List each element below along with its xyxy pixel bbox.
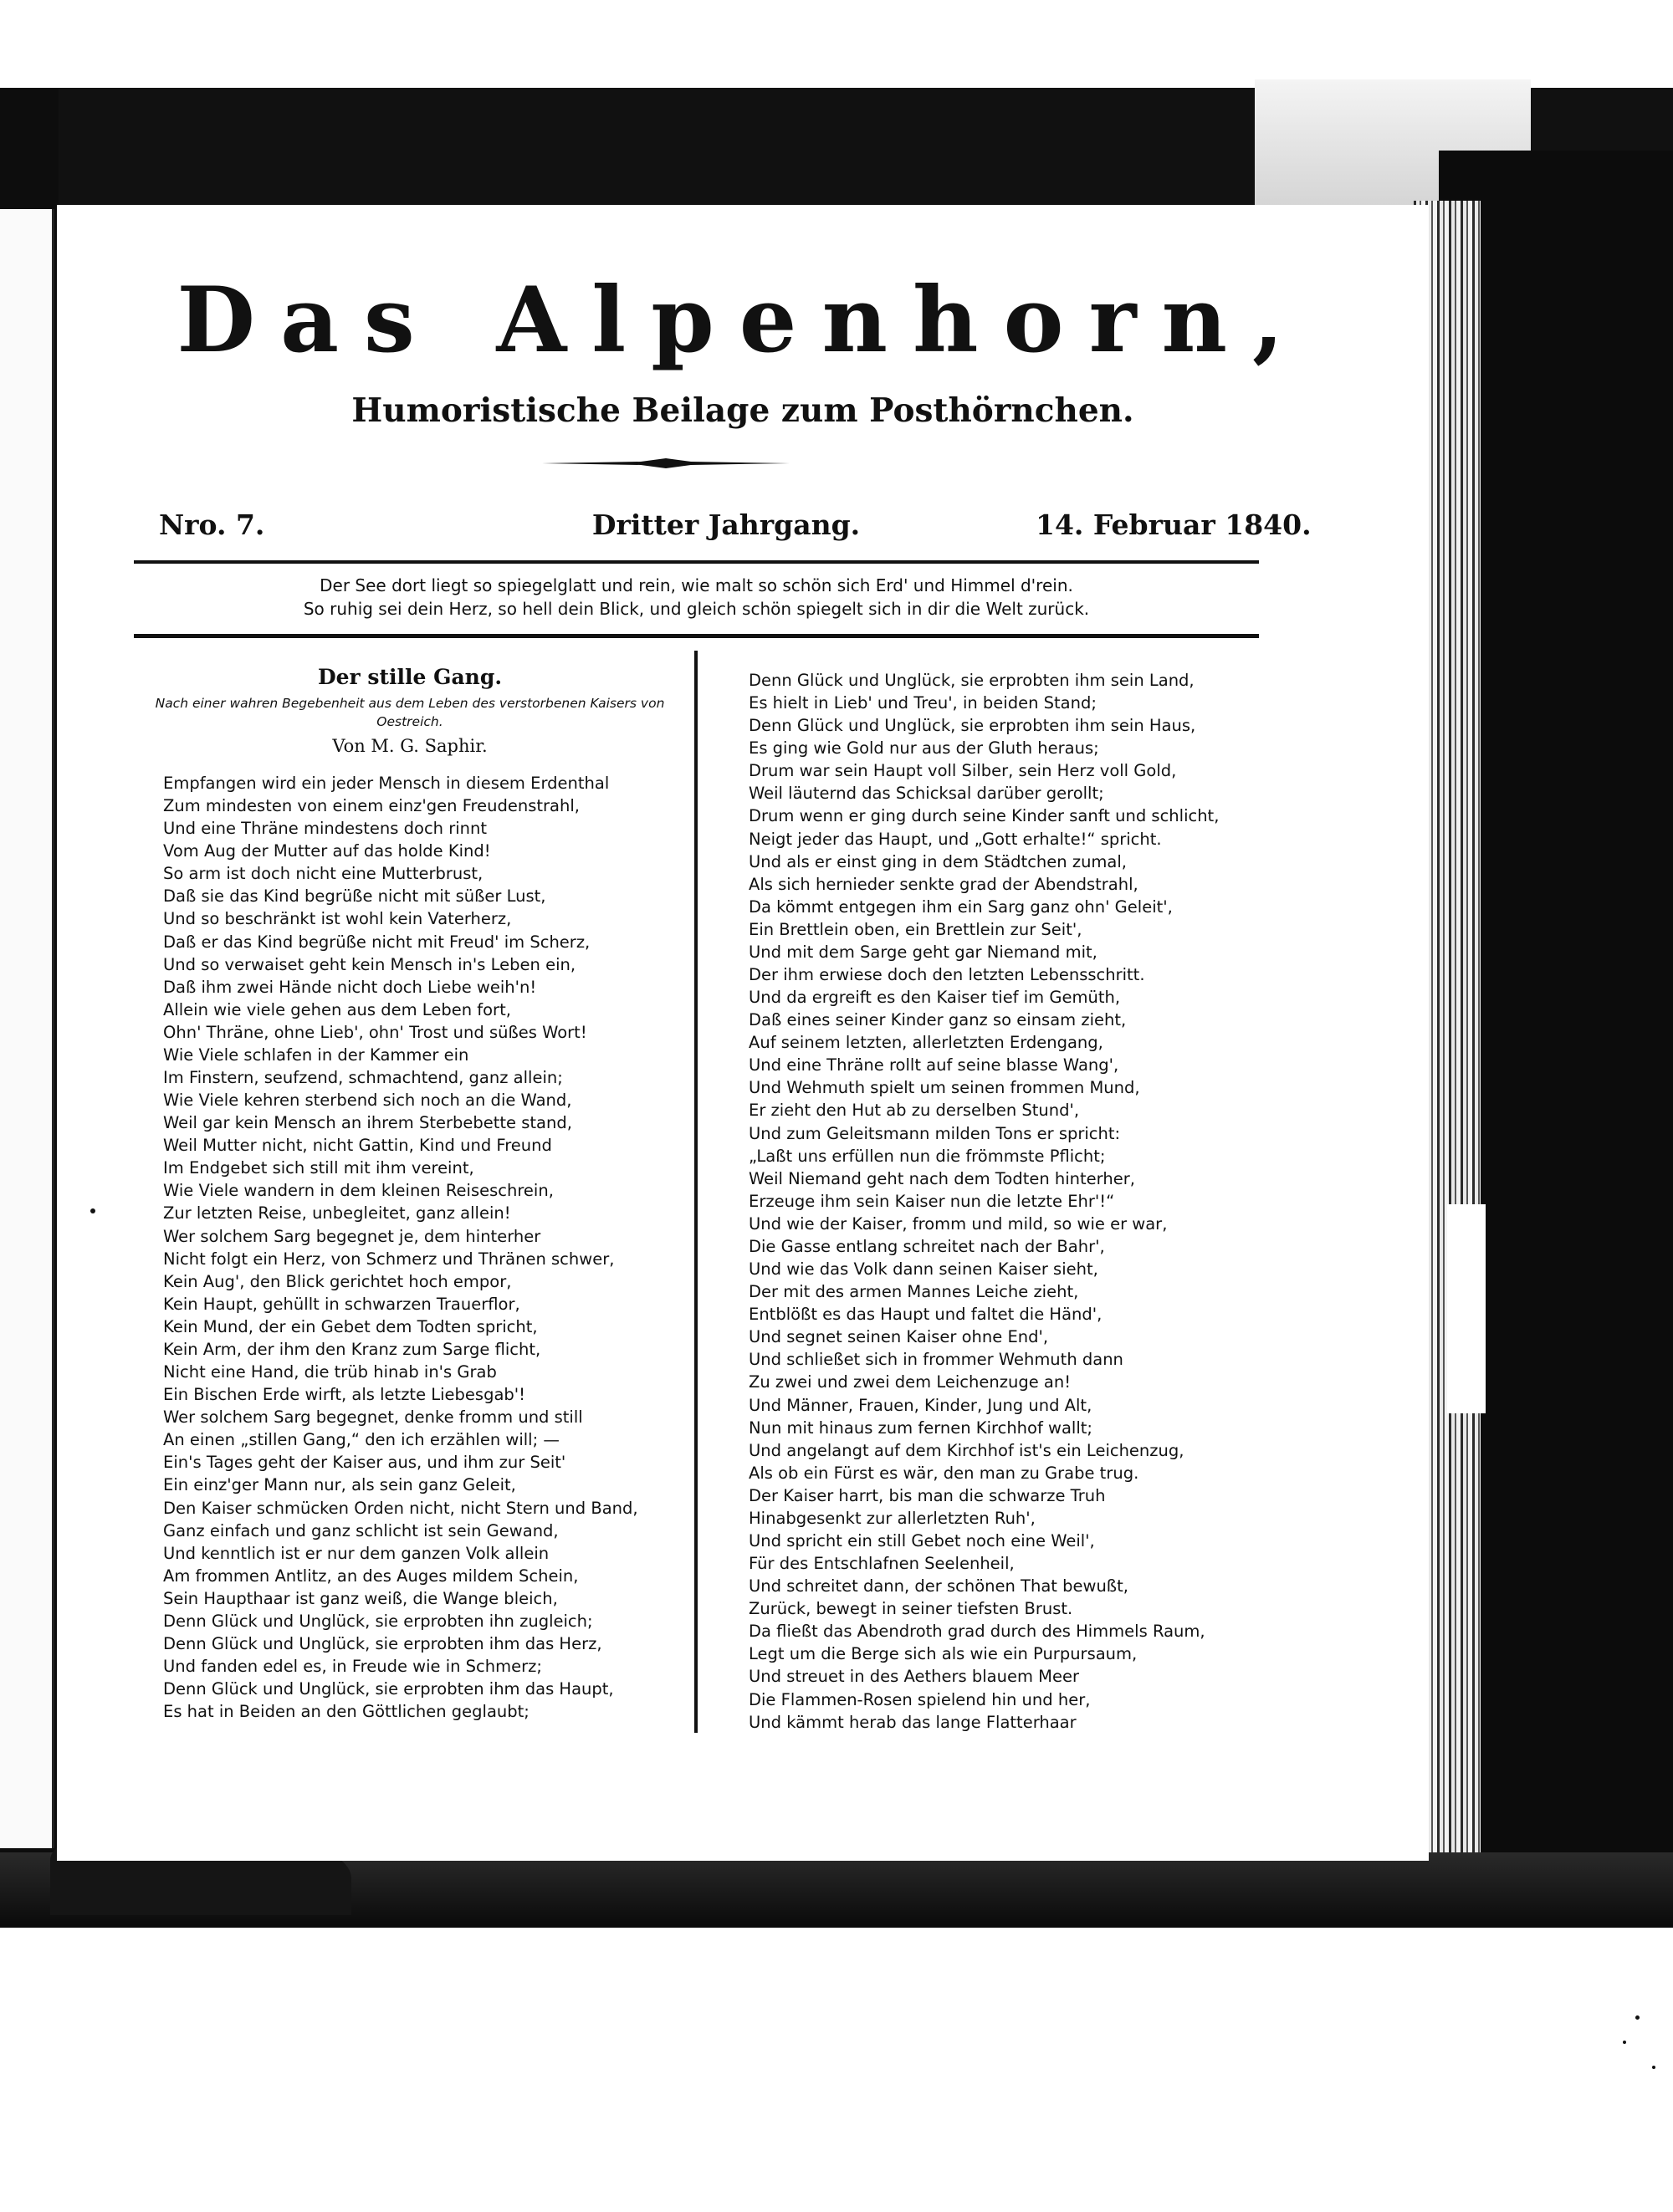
ornament-divider (540, 457, 791, 469)
scan-speck (90, 1208, 95, 1213)
poem-verse-line: Denn Glück und Unglück, sie erprobten ihm sein Land, (749, 671, 1195, 690)
poem-verse-line: Und angelangt auf dem Kirchhof ist's ein Leichenzug, (749, 1440, 1184, 1460)
facing-page-edge (0, 209, 54, 1848)
poem-verse-line: Und Männer, Frauen, Kinder, Jung und Alt, (749, 1395, 1092, 1415)
poem-verse-line: Weil gar kein Mensch an ihrem Sterbebette stand, (163, 1113, 572, 1133)
poem-verse-line: Empfangen wird ein jeder Mensch in diesem Erdenthal (163, 774, 610, 793)
poem-verse-line: Neigt jeder das Haupt, und „Gott erhalte!“ spricht. (749, 829, 1162, 849)
poem-verse-line: Und zum Geleitsmann milden Tons er spricht: (749, 1123, 1121, 1143)
poem-verse-line: Am frommen Antlitz, an des Auges mildem Schein, (163, 1566, 579, 1586)
poem-verse-line: Und da ergreift es den Kaiser tief im Gemüth, (749, 988, 1121, 1008)
poem-verse-line: Wie Viele wandern in dem kleinen Reiseschrein, (163, 1181, 554, 1201)
poem-verse-line: Und wie der Kaiser, fromm und mild, so wie er war, (749, 1213, 1168, 1234)
poem-verse-line: Er zieht den Hut ab zu derselben Stund', (749, 1101, 1080, 1121)
poem-verse-line: Kein Mund, der ein Gebet dem Todten spricht, (163, 1316, 538, 1336)
poem-verse-line: Sein Haupthaar ist ganz weiß, die Wange bleich, (163, 1588, 558, 1608)
poem-verse-line: Kein Haupt, gehüllt in schwarzen Trauerflor, (163, 1294, 520, 1314)
poem-verse-line: Auf seinem letzten, allerletzten Erdengang, (749, 1033, 1103, 1053)
poem-verse-line: Und schließet sich in frommer Wehmuth dann (749, 1350, 1123, 1370)
poem-verse-line: Und so beschränkt ist wohl kein Vaterherz, (163, 909, 512, 929)
poem-verse-line: Nun mit hinaus zum fernen Kirchhof wallt; (749, 1418, 1092, 1438)
poem-verse-line: Und spricht ein still Gebet noch eine Weil', (749, 1530, 1095, 1550)
poem-verse-line: Weil Niemand geht nach dem Todten hinterher, (749, 1168, 1135, 1188)
poem-verse-line: Daß ihm zwei Hände nicht doch Liebe weih'n! (163, 977, 537, 997)
poem-verse-line: Die Gasse entlang schreitet nach der Bahr', (749, 1236, 1105, 1256)
poem-verse-line: Für des Entschlafnen Seelenheil, (749, 1554, 1015, 1574)
issue-number: Nro. 7. (159, 508, 265, 541)
poem-verse-line: Und Wehmuth spielt um seinen frommen Mund, (749, 1078, 1140, 1098)
poem-verse-line: Es hat in Beiden an den Göttlichen geglaubt; (163, 1702, 530, 1722)
motto-rule-top (134, 560, 1259, 564)
poem-verse-line: Kein Arm, der ihm den Kranz zum Sarge flicht, (163, 1339, 541, 1359)
scan-speck (1635, 2015, 1640, 2020)
poem-verse-line: Daß er das Kind begrüße nicht mit Freud' im Scherz, (163, 932, 591, 952)
poem-verse-line: Als ob ein Fürst es wär, den man zu Grabe trug. (749, 1463, 1139, 1483)
poem-verse-line: Denn Glück und Unglück, sie erprobten ihm sein Haus, (749, 716, 1196, 736)
issue-date: 14. Februar 1840. (1036, 508, 1312, 541)
poem-verse-line: Drum wenn er ging durch seine Kinder sanft und schlicht, (749, 806, 1220, 826)
poem-verse-line: Wer solchem Sarg begegnet, denke fromm und still (163, 1407, 583, 1428)
poem-verse-line: Ohn' Thräne, ohne Lieb', ohn' Trost und süßes Wort! (163, 1022, 587, 1042)
poem-note-line: Nach einer wahren Begebenheit aus dem Leben des verstorbenen Kaisers von (155, 696, 665, 711)
poem-verse-line: Ein's Tages geht der Kaiser aus, und ihm zur Seit' (163, 1453, 566, 1473)
poem-verse-line: Da fließt das Abendroth grad durch des Himmels Raum, (749, 1622, 1205, 1642)
poem-verse-line: Vom Aug der Mutter auf das holde Kind! (163, 841, 491, 861)
poem-verse-line: Und eine Thräne mindestens doch rinnt (163, 819, 488, 839)
poem-verse-line: Zurück, bewegt in seiner tiefsten Brust. (749, 1599, 1073, 1619)
poem-verse-line: Allein wie viele gehen aus dem Leben fort, (163, 999, 511, 1019)
poem-verse-line: Und segnet seinen Kaiser ohne End', (749, 1327, 1049, 1347)
poem-verse-line: Nicht folgt ein Herz, von Schmerz und Thränen schwer, (163, 1249, 615, 1269)
newspaper-subtitle: Humoristische Beilage zum Posthörnchen. (351, 391, 1134, 430)
poem-verse-line: So arm ist doch nicht eine Mutterbrust, (163, 864, 483, 884)
poem-verse-line: Und wie das Volk dann seinen Kaiser sieht, (749, 1259, 1098, 1280)
newspaper-title: Das Alpenhorn, (177, 268, 1309, 373)
poem-verse-line: Weil läuternd das Schicksal darüber gerollt; (749, 784, 1104, 804)
poem-verse-line: Zur letzten Reise, unbegleitet, ganz allein! (163, 1203, 511, 1223)
motto-line: So ruhig sei dein Herz, so hell dein Blick, und gleich schön spiegelt sich in dir die Welt zurück. (303, 599, 1090, 619)
poem-verse-line: Weil Mutter nicht, nicht Gattin, Kind und Freund (163, 1136, 552, 1156)
poem-verse-line: Der Kaiser harrt, bis man die schwarze Truh (749, 1485, 1106, 1505)
scan-speck (1652, 2066, 1655, 2069)
poem-verse-line: Wer solchem Sarg begegnet je, dem hinterher (163, 1226, 541, 1246)
poem-verse-line: Zum mindesten von einem einz'gen Freudenstrahl, (163, 796, 580, 816)
poem-verse-line: Es hielt in Lieb' und Treu', in beiden Stand; (749, 693, 1097, 713)
poem-verse-line: Denn Glück und Unglück, sie erprobten ihm das Haupt, (163, 1679, 614, 1699)
poem-verse-line: Ein Brettlein oben, ein Brettlein zur Seit', (749, 919, 1082, 939)
scan-speck (1623, 2041, 1626, 2044)
poem-title: Der stille Gang. (317, 665, 503, 689)
poem-verse-line: Als sich hernieder senkte grad der Abendstrahl, (749, 874, 1138, 894)
poem-verse-line: Der mit des armen Mannes Leiche zieht, (749, 1282, 1079, 1302)
poem-verse-line: Und kämmt herab das lange Flatterhaar (749, 1712, 1077, 1732)
poem-verse-line: Und streuet in des Aethers blauem Meer (749, 1667, 1080, 1687)
poem-column-left (163, 772, 638, 1723)
poem-verse-line: Denn Glück und Unglück, sie erprobten ihn zugleich; (163, 1611, 593, 1631)
poem-verse-line: Zu zwei und zwei dem Leichenzuge an! (749, 1372, 1072, 1392)
motto-rule-bottom (134, 634, 1259, 638)
poem-verse-line: Legt um die Berge sich als wie ein Purpursaum, (749, 1644, 1138, 1664)
poem-verse-line: Kein Aug', den Blick gerichtet hoch empor, (163, 1271, 512, 1291)
poem-note-line: Oestreich. (376, 714, 443, 729)
poem-verse-line: Die Flammen-Rosen spielend hin und her, (749, 1689, 1091, 1709)
poem-verse-line: Der ihm erwiese doch den letzten Lebensschritt. (749, 965, 1145, 985)
poem-column-right (749, 669, 1219, 1734)
volume-label: Dritter Jahrgang. (591, 508, 861, 541)
poem-verse-line: Daß eines seiner Kinder ganz so einsam zieht, (749, 1010, 1127, 1030)
poem-verse-line: Wie Viele kehren sterbend sich noch an die Wand, (163, 1091, 572, 1111)
poem-verse-line: Und so verwaiset geht kein Mensch in's Leben ein, (163, 954, 576, 974)
poem-verse-line: Denn Glück und Unglück, sie erprobten ihm das Herz, (163, 1633, 602, 1653)
poem-verse-line: Und schreitet dann, der schönen That bewußt, (749, 1576, 1128, 1596)
poem-verse-line: Daß sie das Kind begrüße nicht mit süßer Lust, (163, 886, 546, 907)
poem-verse-line: Ein einz'ger Mann nur, als sein ganz Geleit, (163, 1475, 516, 1495)
poem-verse-line: Es ging wie Gold nur aus der Gluth heraus; (749, 738, 1099, 759)
poem-verse-line: Im Finstern, seufzend, schmachtend, ganz allein; (163, 1068, 563, 1088)
poem-verse-line: Da kömmt entgegen ihm ein Sarg ganz ohn' Geleit', (749, 897, 1173, 917)
poem-verse-line: Nicht eine Hand, die trüb hinab in's Grab (163, 1362, 497, 1382)
poem-verse-line: Den Kaiser schmücken Orden nicht, nicht Stern und Band, (163, 1498, 638, 1518)
poem-verse-line: Ganz einfach und ganz schlicht ist sein Gewand, (163, 1520, 559, 1540)
column-divider (694, 651, 698, 1733)
poem-subtitle-note (134, 694, 686, 731)
poem-verse-line: Im Endgebet sich still mit ihm vereint, (163, 1158, 474, 1178)
poem-verse-line: Und kenntlich ist er nur dem ganzen Volk allein (163, 1543, 550, 1563)
poem-verse-line: Entblößt es das Haupt und faltet die Händ', (749, 1305, 1103, 1325)
poem-verse-line: Und eine Thräne rollt auf seine blasse Wang', (749, 1055, 1119, 1075)
poem-verse-line: Ein Bischen Erde wirft, als letzte Liebesgab'! (163, 1385, 525, 1405)
poem-verse-line: Hinabgesenkt zur allerletzten Ruh', (749, 1508, 1036, 1528)
page-marker-tab (1447, 1204, 1486, 1413)
poem-verse-line: An einen „stillen Gang,“ den ich erzählen will; — (163, 1430, 560, 1450)
poem-author: Von M. G. Saphir. (332, 736, 488, 756)
poem-verse-line: Drum war sein Haupt voll Silber, sein Herz voll Gold, (749, 761, 1177, 781)
poem-verse-line: Und als er einst ging in dem Städtchen zumal, (749, 851, 1127, 871)
poem-verse-line: „Laßt uns erfüllen nun die frömmste Pflicht; (749, 1146, 1106, 1166)
motto-line: Der See dort liegt so spiegelglatt und rein, wie malt so schön sich Erd' und Himmel d'rein. (320, 575, 1073, 595)
poem-verse-line: Und fanden edel es, in Freude wie in Schmerz; (163, 1657, 542, 1677)
poem-verse-line: Erzeuge ihm sein Kaiser nun die letzte Ehr'!“ (749, 1191, 1115, 1211)
poem-verse-line: Und mit dem Sarge geht gar Niemand mit, (749, 942, 1097, 962)
poem-verse-line: Wie Viele schlafen in der Kammer ein (163, 1045, 469, 1065)
